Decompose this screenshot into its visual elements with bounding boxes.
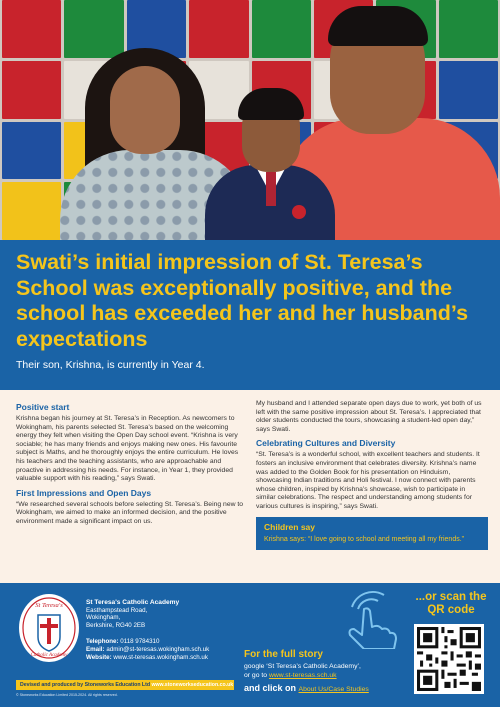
website-url[interactable]: www.st-teresas.wokingham.sch.uk xyxy=(113,653,208,661)
telephone-label: Telephone: xyxy=(86,638,119,646)
footer xyxy=(0,583,500,707)
section-text-first-impressions-cont: My husband and I attended separate open days due to work, yet both of us left with the same positive impression about St. Teresa’s. I appreciated that older students conducted the tours, showcasing a student-led open day,” says Swati. xyxy=(256,400,482,433)
article-body xyxy=(0,390,500,583)
producer-text: Devised and produced by Stoneworks Education Ltd xyxy=(20,682,150,688)
svg-text:Catholic Academy: Catholic Academy xyxy=(30,653,68,658)
section-text-positive-start: Krishna began his journey at St. Teresa’s in Reception. As newcomers to Wokingham, his parents selected St. Teresa’s based on the welcoming energy they felt when visiting the Open Day school event. “Krishna is very sociable; he has many friends and enjoys making new ones. His favourite subject is Maths, and he thoroughly enjoys the entire curriculum. He loves his teachers and the teaching assistants, who are approachable and proactive in addressing his needs. For instance, in Year 1, they provided valuable support with his reading,” says Swati. xyxy=(16,415,239,483)
section-title-first-impressions: First Impressions and Open Days xyxy=(16,487,152,498)
school-name: St Teresa's Catholic Academy xyxy=(86,599,180,606)
address-line: Berkshire, RG40 2EB xyxy=(86,621,146,629)
tap-hand-icon xyxy=(320,589,400,649)
click-prefix: and click on xyxy=(244,683,297,693)
copyright: © Stoneworks Education Limited 2015-2024. All rights reserved. xyxy=(16,693,118,697)
right-column xyxy=(256,400,484,583)
headline-band xyxy=(0,240,500,390)
case-studies-link[interactable]: About Us/Case Studies xyxy=(298,686,369,693)
left-column xyxy=(16,400,244,583)
school-badge-icon xyxy=(292,205,306,219)
section-title-cultures: Celebrating Cultures and Diversity xyxy=(256,438,396,449)
website-label: Website: xyxy=(86,653,112,661)
producer-bar xyxy=(16,680,234,690)
section-title-positive-start: Positive start xyxy=(16,402,70,412)
section-text-first-impressions: “We researched several schools before selecting St. Teresa’s. Being new to Wokingham, we aimed to make an informed decision, and the positive environment made a significant impact on us. xyxy=(16,500,244,525)
svg-text:St Teresa's: St Teresa's xyxy=(35,602,63,609)
producer-url[interactable]: www.stoneworkseducation.co.uk xyxy=(151,682,234,688)
google-instruction: google ‘St Teresa’s Catholic Academy’, xyxy=(244,663,361,670)
section-text-cultures: “St. Teresa’s is a wonderful school, with excellent teachers and students. It fosters an inclusive environment that celebrates diversity. Krishna’s name was added to the Golden Book for his presentation on Hinduism, showcasing Indian traditions and Holi festival. I now connect with parents whose children, inspired by Krishna’s showcase, wish to participate in similar celebrations. The respect and understanding among students for various cultures is inspiring,” says Swati. xyxy=(256,451,480,510)
qr-code[interactable] xyxy=(414,624,484,694)
telephone-number: 0118 9784310 xyxy=(120,638,160,646)
children-say-title: Children say xyxy=(264,521,316,532)
address-line: Easthampstead Road, xyxy=(86,606,148,614)
full-story-block xyxy=(244,649,369,693)
children-say-callout xyxy=(256,517,488,550)
email-address[interactable]: admin@st-teresas.wokingham.sch.uk xyxy=(106,645,210,653)
school-crest-logo xyxy=(18,593,80,663)
email-label: Email: xyxy=(86,645,105,653)
family-photo xyxy=(0,0,500,240)
school-website-link[interactable]: www.st-teresas.sch.uk xyxy=(268,672,337,679)
goto-prefix: or go to xyxy=(244,672,268,679)
children-say-quote: Krishna says: “I love going to school and meeting all my friends.” xyxy=(264,535,464,543)
school-contact-block xyxy=(86,599,209,661)
full-story-heading: For the full story xyxy=(244,649,323,660)
subheadline: Their son, Krishna, is currently in Year 4. xyxy=(16,359,205,371)
scan-prompt: ...or scan the QR code xyxy=(415,591,487,616)
headline: Swati’s initial impression of St. Teresa’s School was exceptionally positive, and the school has exceeded her and her husband’s expectations xyxy=(16,250,469,351)
address-line: Wokingham, xyxy=(86,614,121,622)
